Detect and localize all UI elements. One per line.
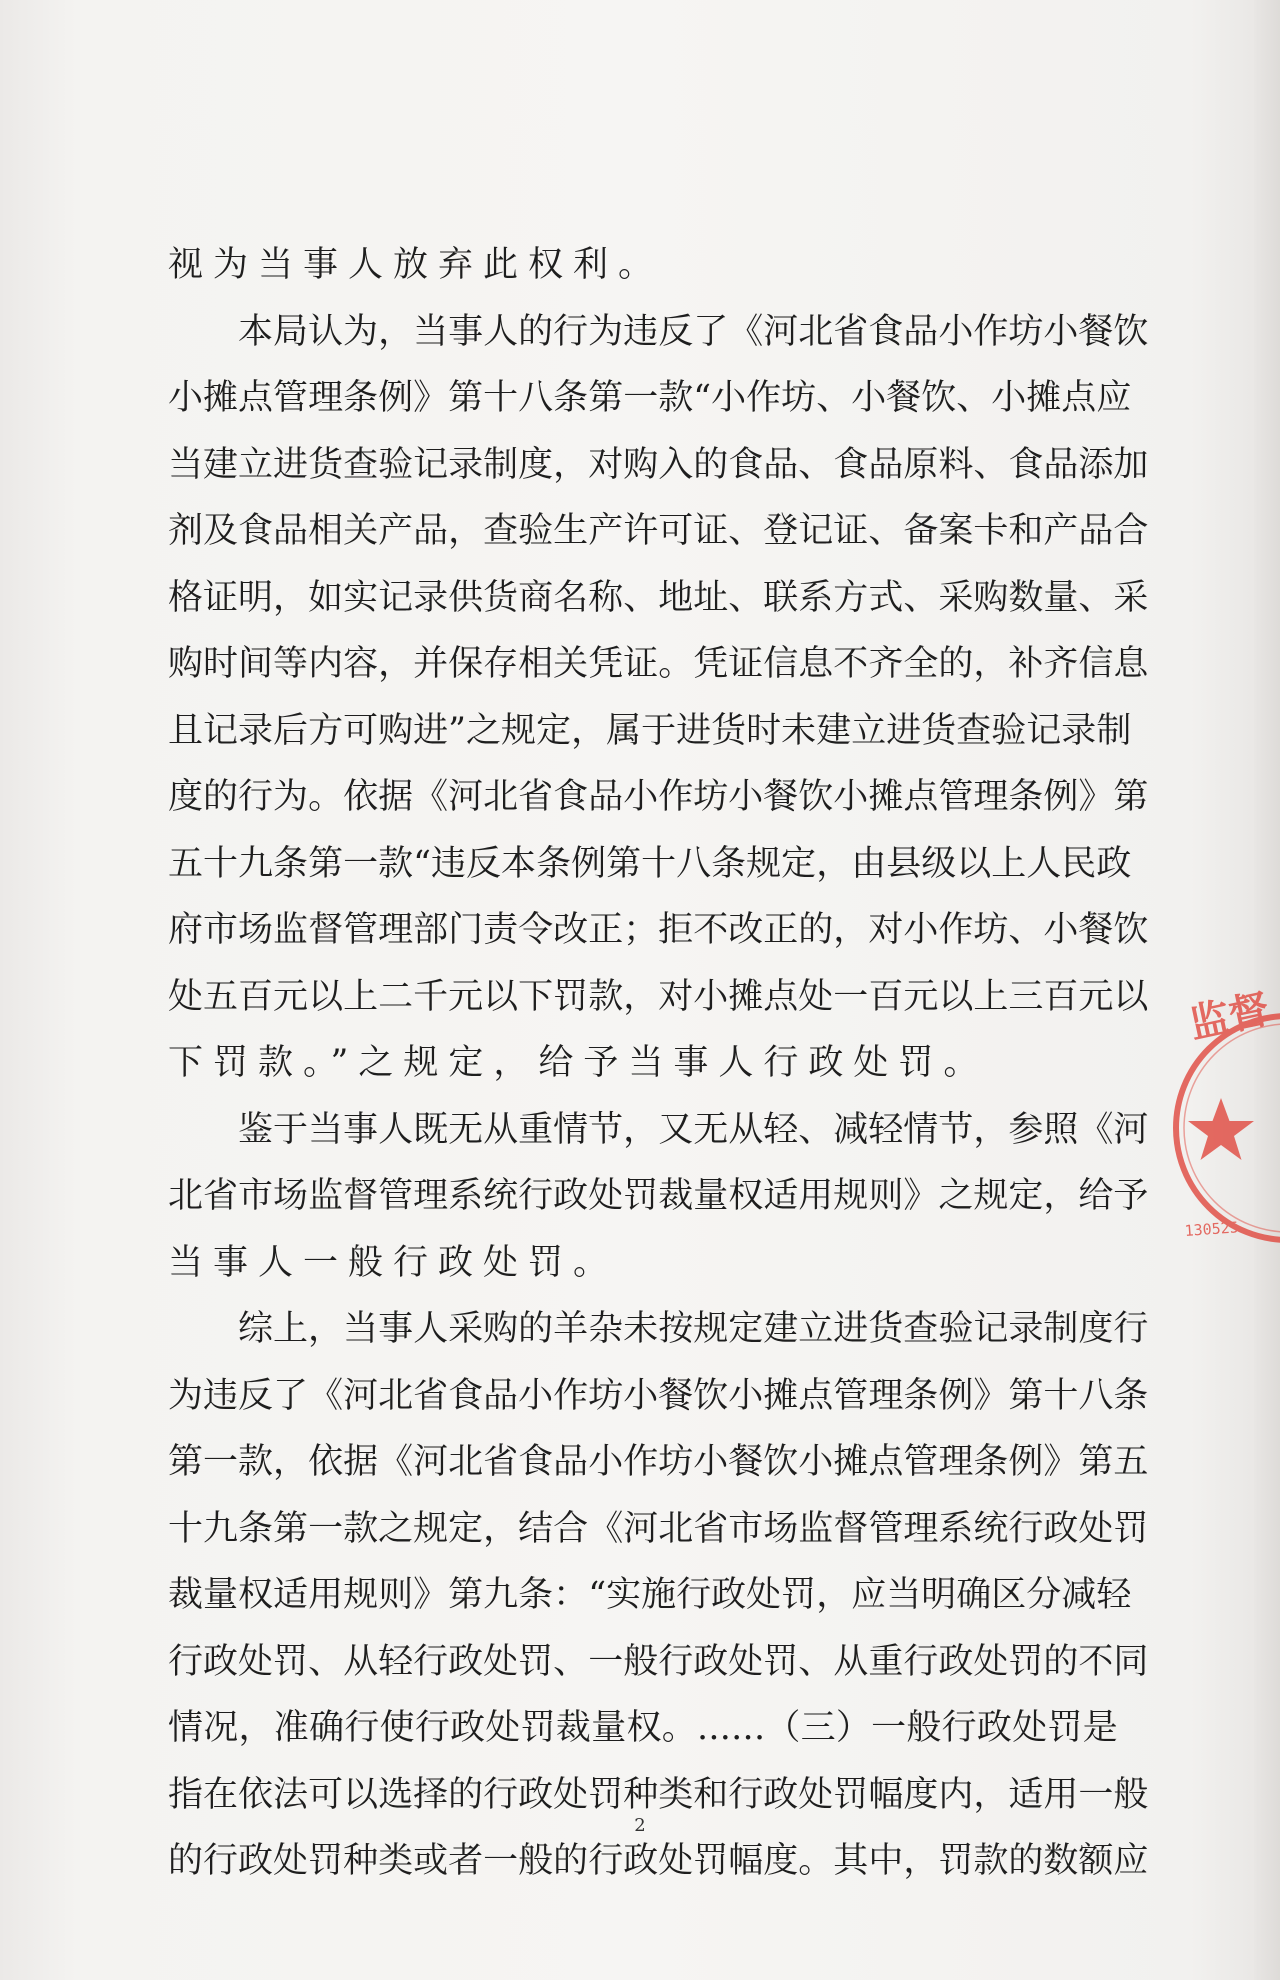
text-line: 行 政 处 罚 、 从 轻 行 政 处 罚 、 一 般 行 政 处 罚 、 从 重 行 政 处 罚 的 不 同: [168, 1641, 1149, 1682]
text-line: 且 记 录 后 方 可 购 进 ” 之 规 定 ， 属 于 进 货 时 未 建 立 进 货 查 验 记 录 制: [168, 710, 1132, 751]
text-line: 当 建 立 进 货 查 验 记 录 制 度 ， 对 购 入 的 食 品 、 食 品 原 料 、 食 品 添 加: [168, 444, 1149, 485]
text-line: 指 在 依 法 可 以 选 择 的 行 政 处 罚 种 类 和 行 政 处 罚 幅 度 内 ， 适 用 一 般: [168, 1774, 1149, 1815]
text-line: 为 违 反 了 《 河 北 省 食 品 小 作 坊 小 餐 饮 小 摊 点 管 理 条 例 》 第 十 八 条: [168, 1375, 1149, 1416]
text-line: 情 况 ， 准 确 行 使 行 政 处 罚 裁 量 权 。 . . . . . . （ 三 ） 一 般 行 政 处 罚 是: [168, 1708, 1118, 1748]
document-body: [168, 232, 1149, 1895]
text-line: 第 一 款 ， 依 据 《 河 北 省 食 品 小 作 坊 小 餐 饮 小 摊 点 管 理 条 例 》 第 五: [168, 1442, 1149, 1482]
text-line: 鉴 于 当 事 人 既 无 从 重 情 节 ， 又 无 从 轻 、 减 轻 情 节 ， 参 照 《 河: [238, 1109, 1149, 1150]
official-seal: [1163, 978, 1280, 1278]
text-line: 格 证 明 ， 如 实 记 录 供 货 商 名 称 、 地 址 、 联 系 方 式 、 采 购 数 量 、 采: [168, 577, 1149, 618]
text-line: 度 的 行 为 。 依 据 《 河 北 省 食 品 小 作 坊 小 餐 饮 小 摊 点 管 理 条 例 》 第: [168, 777, 1149, 817]
text-line: 北 省 市 场 监 督 管 理 系 统 行 政 处 罚 裁 量 权 适 用 规 则 》 之 规 定 ， 给 予: [168, 1176, 1149, 1216]
text-line: 视为当事人放弃此权利。: [168, 245, 664, 285]
text-line: 处 五 百 元 以 上 二 千 元 以 下 罚 款 ， 对 小 摊 点 处 一 百 元 以 上 三 百 元 以: [168, 976, 1149, 1017]
text-line: 下罚款。”之规定，给予当事人行政处罚。: [168, 1043, 989, 1083]
text-line: 小 摊 点 管 理 条 例 》 第 十 八 条 第 一 款 “ 小 作 坊 、 小 餐 饮 、 小 摊 点 应: [168, 378, 1132, 418]
seal-top-text: 监督: [1185, 986, 1274, 1048]
text-line: 十 九 条 第 一 款 之 规 定 ， 结 合 《 河 北 省 市 场 监 督 管 理 系 统 行 政 处 罚: [168, 1508, 1149, 1549]
text-line: 裁 量 权 适 用 规 则 》 第 九 条 ： “ 实 施 行 政 处 罚 ， 应 当 明 确 区 分 减 轻: [168, 1575, 1132, 1615]
text-line: 本 局 认 为 ， 当 事 人 的 行 为 违 反 了 《 河 北 省 食 品 小 作 坊 小 餐 饮: [238, 311, 1149, 352]
text-line: 综 上 ， 当 事 人 采 购 的 羊 杂 未 按 规 定 建 立 进 货 查 验 记 录 制 度 行: [238, 1309, 1149, 1349]
text-line: 的 行 政 处 罚 种 类 或 者 一 般 的 行 政 处 罚 幅 度 。 其 中 ， 罚 款 的 数 额 应: [168, 1841, 1149, 1881]
text-line: 购 时 间 等 内 容 ， 并 保 存 相 关 凭 证 。 凭 证 信 息 不 齐 全 的 ， 补 齐 信 息: [168, 644, 1149, 684]
text-line: 剂 及 食 品 相 关 产 品 ， 查 验 生 产 许 可 证 、 登 记 证 、 备 案 卡 和 产 品 合: [168, 511, 1149, 551]
seal-star: [1188, 1098, 1254, 1160]
text-line: 五 十 九 条 第 一 款 “ 违 反 本 条 例 第 十 八 条 规 定 ， 由 县 级 以 上 人 民 政: [168, 843, 1132, 884]
page-number: 2: [634, 1815, 646, 1836]
text-line: 府 市 场 监 督 管 理 部 门 责 令 改 正 ； 拒 不 改 正 的 ， 对 小 作 坊 、 小 餐 饮: [168, 910, 1149, 950]
text-line: 当事人一般行政处罚。: [168, 1242, 619, 1283]
seal-number-text: 130525: [1184, 1218, 1240, 1240]
